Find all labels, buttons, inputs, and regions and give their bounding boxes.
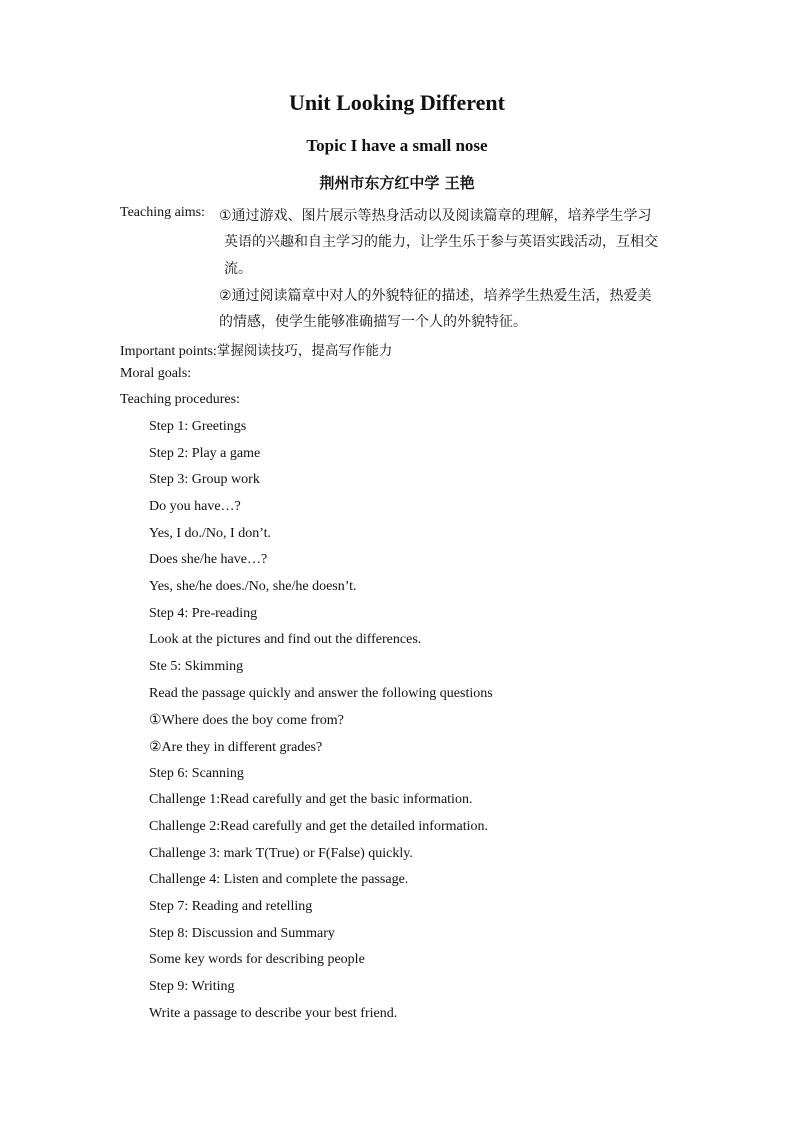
procedure-step: Write a passage to describe your best friend. <box>149 1006 398 1021</box>
procedure-step: Step 2: Play a game <box>149 446 261 461</box>
teaching-aims-label: Teaching aims: <box>120 205 205 220</box>
procedure-step: Yes, she/he does./No, she/he doesn’t. <box>149 579 357 594</box>
author-line: 荆州市东方红中学 王艳 <box>319 174 475 192</box>
procedure-step: Yes, I do./No, I don’t. <box>149 526 271 541</box>
procedure-step: Step 8: Discussion and Summary <box>149 926 335 941</box>
important-points-label: Important points: <box>120 344 217 359</box>
procedure-step: Ste 5: Skimming <box>149 659 244 674</box>
procedure-step: Some key words for describing people <box>149 952 365 967</box>
procedure-step: ②Are they in different grades? <box>149 740 323 755</box>
teaching-procedures-label: Teaching procedures: <box>120 392 240 407</box>
procedure-step: Challenge 1:Read carefully and get the basic information. <box>149 792 473 807</box>
teaching-aim-line-5: 的情感，使学生能够准确描写一个人的外貌特征。 <box>219 314 527 330</box>
document-title: Unit Looking Different <box>289 90 505 115</box>
procedure-step: Step 1: Greetings <box>149 419 247 434</box>
procedure-step: Challenge 3: mark T(True) or F(False) quickly. <box>149 846 413 861</box>
procedure-step: Step 7: Reading and retelling <box>149 899 313 914</box>
procedure-step: Step 9: Writing <box>149 979 235 994</box>
procedure-step: Step 3: Group work <box>149 472 260 487</box>
procedure-step: Does she/he have…? <box>149 552 268 567</box>
teaching-aim-line-4: ②通过阅读篇章中对人的外貌特征的描述，培养学生热爱生活，热爱美 <box>219 288 652 304</box>
teaching-aim-line-1: ①通过游戏、图片展示等热身活动以及阅读篇章的理解，培养学生学习 <box>219 208 652 224</box>
procedure-step: Look at the pictures and find out the differences. <box>149 632 422 647</box>
procedure-step: Step 4: Pre-reading <box>149 606 258 621</box>
important-points <box>120 339 392 360</box>
teaching-aim-line-2: 英语的兴趣和自主学习的能力，让学生乐于参与英语实践活动，互相交 <box>224 234 658 250</box>
teaching-aim-line-3: 流。 <box>224 261 252 277</box>
procedure-step: ①Where does the boy come from? <box>149 713 344 728</box>
moral-goals-label: Moral goals: <box>120 366 192 381</box>
document-subtitle: Topic I have a small nose <box>306 136 488 155</box>
procedure-step: Challenge 2:Read carefully and get the detailed information. <box>149 819 488 834</box>
procedure-step: Step 6: Scanning <box>149 766 244 781</box>
procedure-step: Read the passage quickly and answer the following questions <box>149 686 493 701</box>
procedure-step: Challenge 4: Listen and complete the passage. <box>149 872 409 887</box>
procedure-step: Do you have…? <box>149 499 241 514</box>
important-points-value: 掌握阅读技巧，提高写作能力 <box>216 343 393 359</box>
